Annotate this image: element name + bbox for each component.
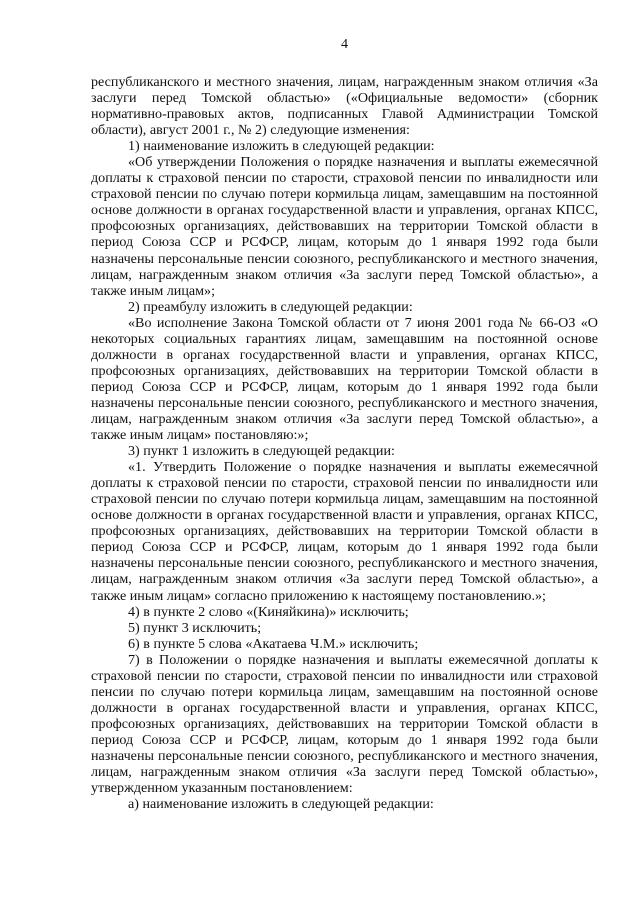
paragraph-continuation: республиканского и местного значения, лицам, награжденным знаком отличия «За заслуги перед Томской областью» («Официальные ведомости» (сборник нормативно-правовых актов, подписанных Главой Администрации Томской области), август 2001 г., № 2) следующие изменения: — [91, 74, 598, 139]
paragraph-item-6: 6) в пункте 5 слова «Акатаева Ч.М.» исключить; — [128, 635, 419, 652]
document-page — [91, 36, 598, 812]
paragraph-item-7: 7) в Положении о порядке назначения и выплаты ежемесячной доплаты к страховой пенсии по старости, страховой пенсии по инвалидности или страховой пенсии по случаю потери кормильца лицам, замещавшим на постоянной основе должности в органах государственной власти и управления, органах КПСС, профсоюзных организациях, действовавших на территории Томской области в период Союза ССР и РСФСР, лицам, которым до 1 января 1992 года были назначены персональные пенсии союзного, республиканского и местного значения, лицам, награжденным знаком отличия «За заслуги перед Томской областью», утвержденном указанным постановлением: — [91, 651, 598, 797]
page-number: 4 — [340, 36, 349, 52]
paragraph-item-4: 4) в пункте 2 слово «(Киняйкина)» исключить; — [128, 603, 409, 620]
paragraph-new-preamble-text: «Во исполнение Закона Томской области от 7 июня 2001 года № 66-ОЗ «О некоторых социальных гарантиях лицам, замещавшим на постоянной основе должности в органах государственной власти и управления, органах КПСС, профсоюзных организациях, действовавших на территории Томской области в период Союза ССР и РСФСР, лицам, которым до 1 января 1992 года были назначены персональные пенсии союзного, республиканского и местного значения, лицам, награжденным знаком отличия «За заслуги перед Томской областью», а также иным лицам» постановляю:»; — [91, 314, 598, 444]
paragraph-item-7a: а) наименование изложить в следующей редакции: — [128, 796, 434, 813]
paragraph-item-3-point-1: 3) пункт 1 изложить в следующей редакции: — [128, 443, 395, 460]
paragraph-item-5: 5) пункт 3 исключить; — [128, 619, 262, 636]
paragraph-item-2-preamble: 2) преамбулу изложить в следующей редакции: — [128, 298, 413, 315]
paragraph-new-title-text: «Об утверждении Положения о порядке назначения и выплаты ежемесячной доплаты к страховой пенсии по старости, страховой пенсии по инвалидности или страховой пенсии по случаю потери кормильца лицам, замещавшим на постоянной основе должности в органах государственной власти и управления, органах КПСС, профсоюзных организациях, действовавших на территории Томской области в период Союза ССР и РСФСР, лицам, которым до 1 января 1992 года были назначены персональные пенсии союзного, республиканского и местного значения, лицам, награжденным знаком отличия «За заслуги перед Томской областью», а также иным лицам»; — [91, 154, 598, 299]
paragraph-new-point-1-text: «1. Утвердить Положение о порядке назначения и выплаты ежемесячной доплаты к страховой пенсии по старости, страховой пенсии по инвалидности или страховой пенсии по случаю потери кормильца лицам, замещавшим на постоянной основе должности в органах государственной власти и управления, органах КПСС, профсоюзных организациях, действовавших на территории Томской области в период Союза ССР и РСФСР, лицам, которым до 1 января 1992 года были назначены персональные пенсии союзного, республиканского и местного значения, лицам, награжденным знаком отличия «За заслуги перед Томской областью», а также иным лицам» согласно приложению к настоящему постановлению.»; — [91, 459, 598, 604]
paragraph-item-1-title: 1) наименование изложить в следующей редакции: — [128, 138, 435, 155]
